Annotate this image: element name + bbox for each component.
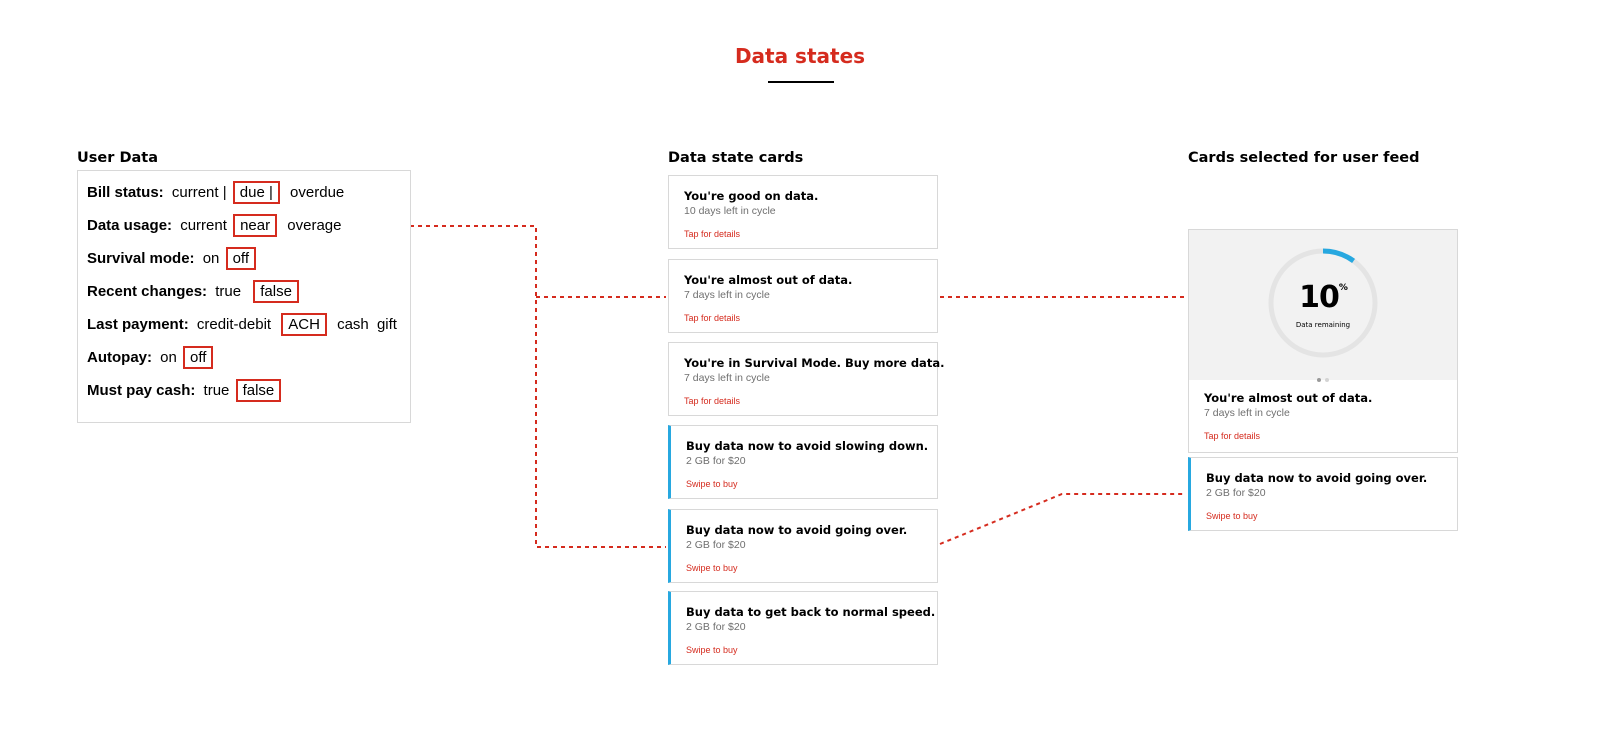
usage-gauge-panel bbox=[1189, 230, 1457, 380]
bill-status-row bbox=[87, 181, 344, 204]
page-title: Data states bbox=[734, 44, 866, 68]
bill-status-label: Bill status: bbox=[87, 184, 164, 201]
last-payment-option-gift[interactable]: gift bbox=[376, 316, 397, 333]
card-title: Buy data now to avoid going over. bbox=[686, 523, 908, 537]
card-subtitle: 7 days left in cycle bbox=[684, 289, 770, 301]
autopay-option-on[interactable]: on bbox=[160, 349, 177, 366]
feed-usage-card[interactable] bbox=[1188, 229, 1458, 453]
state-card-avoid-going-over[interactable] bbox=[668, 509, 938, 583]
state-card-survival-mode[interactable] bbox=[668, 342, 945, 416]
must-pay-cash-label: Must pay cash: bbox=[87, 382, 196, 399]
bill-status-option-overdue[interactable]: overdue bbox=[290, 184, 345, 201]
last-payment-label: Last payment: bbox=[87, 316, 189, 333]
carousel-dot-active[interactable] bbox=[1317, 378, 1321, 382]
carousel-dots[interactable] bbox=[1189, 369, 1457, 387]
user-data-panel bbox=[77, 170, 411, 423]
card-action-link[interactable]: Tap for details bbox=[684, 229, 741, 239]
card-title: You're almost out of data. bbox=[1204, 391, 1373, 405]
must-pay-cash-option-false[interactable]: false bbox=[236, 379, 282, 402]
survival-mode-option-on[interactable]: on bbox=[202, 250, 220, 267]
data-usage-option-overage[interactable]: overage bbox=[287, 217, 342, 234]
feed-offer-card[interactable] bbox=[1188, 457, 1458, 531]
last-payment-option-ach[interactable]: ACH bbox=[281, 313, 327, 336]
gauge-number: 10 bbox=[1299, 280, 1339, 315]
data-usage-row bbox=[87, 214, 341, 237]
survival-mode-label: Survival mode: bbox=[87, 250, 195, 267]
survival-mode-row bbox=[87, 247, 258, 270]
card-title: Buy data now to avoid going over. bbox=[1206, 471, 1428, 485]
state-cards-heading: Data state cards bbox=[668, 150, 804, 166]
recent-changes-row bbox=[87, 280, 301, 303]
card-subtitle: 2 GB for $20 bbox=[686, 539, 746, 551]
data-usage-option-current[interactable]: current bbox=[180, 217, 227, 234]
card-subtitle: 2 GB for $20 bbox=[686, 455, 746, 467]
card-action-link[interactable]: Tap for details bbox=[684, 313, 741, 323]
last-payment-option-credit-debit[interactable]: credit-debit bbox=[196, 316, 272, 333]
card-subtitle: 2 GB for $20 bbox=[686, 621, 746, 633]
data-usage-option-near[interactable]: near bbox=[233, 214, 277, 237]
autopay-label: Autopay: bbox=[87, 349, 152, 366]
autopay-option-off[interactable]: off bbox=[183, 346, 213, 369]
autopay-row bbox=[87, 346, 215, 369]
card-title: You're almost out of data. bbox=[684, 273, 853, 287]
carousel-dot[interactable] bbox=[1325, 378, 1329, 382]
gauge-label: Data remaining bbox=[1295, 321, 1351, 329]
card-action-link[interactable]: Swipe to buy bbox=[686, 563, 738, 573]
connector-going-over-to-feed bbox=[940, 494, 1186, 544]
card-title: Buy data now to avoid slowing down. bbox=[686, 439, 929, 453]
gauge-value bbox=[1189, 280, 1457, 315]
must-pay-cash-row bbox=[87, 379, 283, 402]
survival-mode-option-off[interactable]: off bbox=[226, 247, 256, 270]
feed-heading: Cards selected for user feed bbox=[1188, 150, 1420, 166]
card-subtitle: 10 days left in cycle bbox=[684, 205, 776, 217]
gauge-unit: % bbox=[1338, 283, 1347, 293]
user-data-heading: User Data bbox=[77, 150, 158, 166]
card-subtitle: 7 days left in cycle bbox=[684, 372, 770, 384]
bill-status-option-due[interactable]: due | bbox=[233, 181, 280, 204]
recent-changes-option-true[interactable]: true bbox=[215, 283, 242, 300]
gauge-progress-arc bbox=[1323, 251, 1354, 261]
state-card-almost-out[interactable] bbox=[668, 259, 938, 333]
recent-changes-option-false[interactable]: false bbox=[253, 280, 299, 303]
bill-status-option-current[interactable]: current | bbox=[171, 184, 227, 201]
card-action-link[interactable]: Swipe to buy bbox=[686, 645, 738, 655]
data-usage-label: Data usage: bbox=[87, 217, 173, 234]
card-title: You're good on data. bbox=[684, 189, 819, 203]
recent-changes-label: Recent changes: bbox=[87, 283, 208, 300]
state-card-normal-speed[interactable] bbox=[668, 591, 938, 665]
card-subtitle: 7 days left in cycle bbox=[1204, 407, 1290, 419]
card-action-link[interactable]: Swipe to buy bbox=[1206, 511, 1258, 521]
card-subtitle: 2 GB for $20 bbox=[1206, 487, 1266, 499]
card-action-link[interactable]: Tap for details bbox=[684, 396, 741, 406]
must-pay-cash-option-true[interactable]: true bbox=[203, 382, 230, 399]
card-action-link[interactable]: Tap for details bbox=[1204, 431, 1261, 441]
card-action-link[interactable]: Swipe to buy bbox=[686, 479, 738, 489]
state-card-good-on-data[interactable] bbox=[668, 175, 938, 249]
card-title: You're in Survival Mode. Buy more data. bbox=[684, 356, 945, 370]
last-payment-row bbox=[87, 313, 397, 336]
state-card-avoid-slowing[interactable] bbox=[668, 425, 938, 499]
last-payment-option-cash[interactable]: cash bbox=[337, 316, 369, 333]
card-title: Buy data to get back to normal speed. bbox=[686, 605, 936, 619]
